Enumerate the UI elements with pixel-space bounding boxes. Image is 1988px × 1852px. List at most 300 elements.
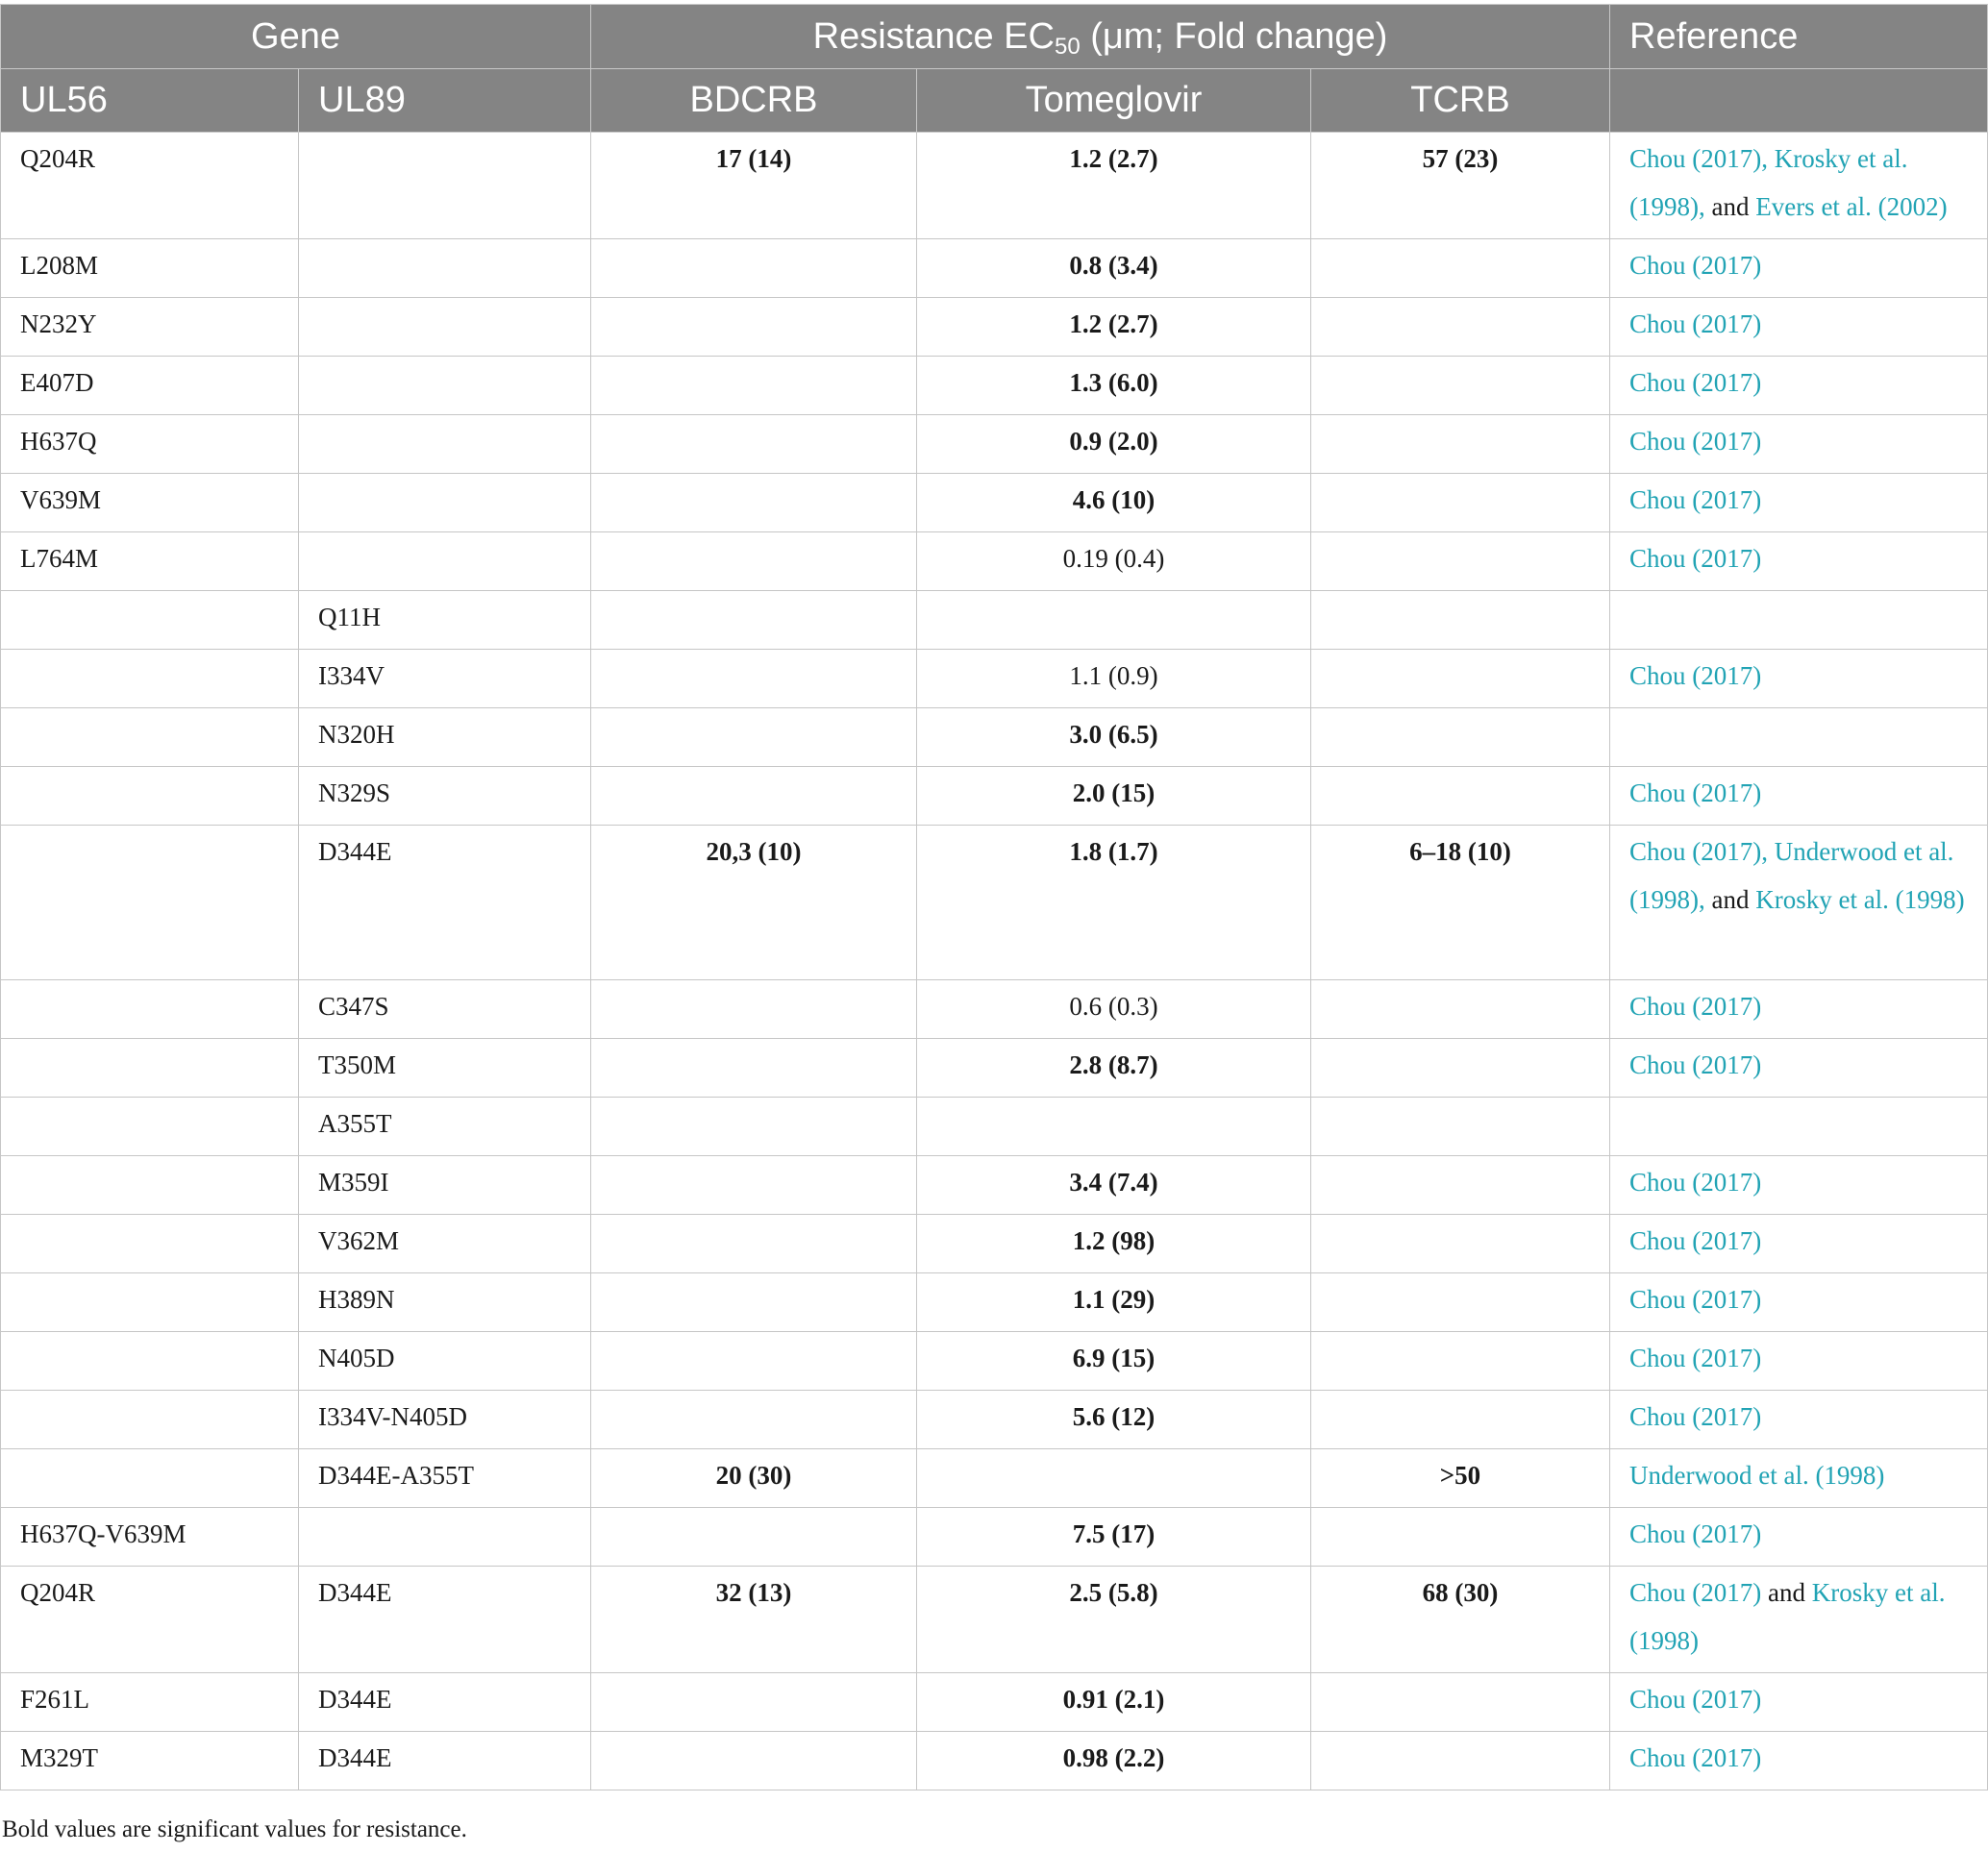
- cell-tomeglovir: [917, 415, 1311, 474]
- cell-ul56: [1, 532, 299, 591]
- table-row: [1, 1273, 1988, 1332]
- cell-tomeglovir: [917, 1567, 1311, 1673]
- reference-link[interactable]: Krosky et al. (1998): [1755, 885, 1965, 914]
- cell-ul56: [1, 1391, 299, 1449]
- cell-bdcrb: [591, 239, 917, 298]
- cell-reference: [1610, 357, 1988, 415]
- table-header: [1, 5, 1988, 133]
- header-row-sub: [1, 69, 1988, 133]
- cell-bdcrb: [591, 1098, 917, 1156]
- cell-ul56: [1, 1215, 299, 1273]
- table-row: [1, 415, 1988, 474]
- cell-reference: [1610, 474, 1988, 532]
- cell-tcrb: [1311, 1732, 1610, 1790]
- cell-reference-text: [1629, 1158, 1968, 1206]
- cell-bdcrb: [591, 826, 917, 980]
- cell-tcrb: [1311, 1039, 1610, 1098]
- reference-link[interactable]: Chou (2017), Krosky et al. (1998),: [1629, 144, 1908, 221]
- reference-link[interactable]: Chou (2017): [1629, 427, 1762, 456]
- cell-tomeglovir-text: 4.6 (10): [1072, 485, 1156, 514]
- cell-tcrb: [1311, 239, 1610, 298]
- header-resistance-suffix: (μm; Fold change): [1080, 15, 1388, 57]
- cell-reference: [1610, 415, 1988, 474]
- cell-ul89-text: H389N: [318, 1285, 395, 1314]
- cell-ul56: [1, 980, 299, 1039]
- cell-ul56: [1, 767, 299, 826]
- cell-reference: [1610, 133, 1988, 239]
- cell-tomeglovir: [917, 532, 1311, 591]
- cell-reference-text: [1629, 1275, 1968, 1323]
- reference-link[interactable]: Chou (2017): [1629, 661, 1762, 690]
- cell-ul89: [299, 133, 591, 239]
- table-row: [1, 1508, 1988, 1567]
- cell-ul56: [1, 1567, 299, 1673]
- cell-ul89: [299, 532, 591, 591]
- cell-tcrb: [1311, 1273, 1610, 1332]
- header-resistance: [591, 5, 1610, 69]
- reference-link[interactable]: Chou (2017): [1629, 1519, 1762, 1548]
- table-row: [1, 1732, 1988, 1790]
- cell-reference: [1610, 1215, 1988, 1273]
- cell-tomeglovir-text: 1.2 (2.7): [1069, 144, 1158, 173]
- cell-tomeglovir: [917, 1332, 1311, 1391]
- reference-link[interactable]: Chou (2017): [1629, 1344, 1762, 1372]
- cell-ul89-text: M359I: [318, 1168, 389, 1197]
- cell-bdcrb: [591, 1449, 917, 1508]
- cell-ul56: [1, 298, 299, 357]
- cell-tomeglovir: [917, 298, 1311, 357]
- cell-ul56: [1, 650, 299, 708]
- cell-ul56: [1, 1273, 299, 1332]
- cell-ul89: [299, 708, 591, 767]
- cell-tomeglovir-text: 0.8 (3.4): [1069, 251, 1158, 280]
- cell-tomeglovir-text: 1.3 (6.0): [1069, 368, 1158, 397]
- reference-link[interactable]: Krosky et al. (1998): [1629, 1578, 1946, 1655]
- table-row: [1, 1215, 1988, 1273]
- table-footnote: Bold values are significant values for resistance.: [2, 1816, 467, 1842]
- cell-reference: [1610, 1156, 1988, 1215]
- cell-reference-text: [1629, 417, 1968, 465]
- reference-link[interactable]: Chou (2017): [1629, 1050, 1762, 1079]
- cell-bdcrb: [591, 1391, 917, 1449]
- cell-ul89-text: D344E: [318, 837, 392, 866]
- cell-tomeglovir: [917, 1673, 1311, 1732]
- table-row: [1, 767, 1988, 826]
- table-row: [1, 298, 1988, 357]
- cell-reference-text: [1629, 358, 1968, 407]
- cell-bdcrb: [591, 1039, 917, 1098]
- resistance-table-container: [0, 4, 1987, 1790]
- cell-reference-text: [1629, 1334, 1968, 1382]
- cell-reference: [1610, 1273, 1988, 1332]
- cell-tomeglovir: [917, 1039, 1311, 1098]
- cell-ul89-text: C347S: [318, 992, 389, 1021]
- cell-bdcrb-text: 20,3 (10): [706, 837, 802, 866]
- cell-ul56: [1, 1156, 299, 1215]
- table-row: [1, 1332, 1988, 1391]
- cell-ul56: [1, 708, 299, 767]
- cell-tcrb: [1311, 767, 1610, 826]
- table-row: [1, 1391, 1988, 1449]
- cell-tomeglovir: [917, 826, 1311, 980]
- table-row: [1, 650, 1988, 708]
- cell-ul89-text: N320H: [318, 720, 395, 749]
- cell-reference-text: [1629, 1393, 1968, 1441]
- cell-ul89: [299, 1273, 591, 1332]
- reference-link[interactable]: Chou (2017), Underwood et al. (1998),: [1629, 837, 1954, 914]
- cell-tomeglovir: [917, 1215, 1311, 1273]
- cell-ul56: [1, 1508, 299, 1567]
- cell-tcrb: [1311, 1567, 1610, 1673]
- header-reference-blank: [1610, 69, 1988, 133]
- cell-tomeglovir-text: 0.6 (0.3): [1069, 992, 1158, 1021]
- table-row: [1, 1567, 1988, 1673]
- table-row: [1, 1098, 1988, 1156]
- cell-ul56-text: V639M: [20, 485, 102, 514]
- cell-bdcrb: [591, 474, 917, 532]
- cell-tcrb: [1311, 980, 1610, 1039]
- cell-ul89: [299, 415, 591, 474]
- cell-ul56-text: Q204R: [20, 144, 96, 173]
- cell-reference-text: [1629, 1510, 1968, 1558]
- cell-ul56-text: E407D: [20, 368, 94, 397]
- cell-tcrb: [1311, 708, 1610, 767]
- cell-reference-text: [1629, 1734, 1968, 1782]
- cell-ul89: [299, 1215, 591, 1273]
- cell-reference-text: [1629, 135, 1968, 231]
- cell-ul56-text: H637Q-V639M: [20, 1519, 186, 1548]
- cell-ul89: [299, 1567, 591, 1673]
- cell-reference-text: [1629, 534, 1968, 582]
- cell-tomeglovir-text: 1.2 (2.7): [1069, 309, 1158, 338]
- cell-bdcrb: [591, 1508, 917, 1567]
- cell-ul89: [299, 1673, 591, 1732]
- cell-tcrb: [1311, 1156, 1610, 1215]
- reference-link[interactable]: Chou (2017): [1629, 1685, 1762, 1714]
- reference-link[interactable]: Chou (2017): [1629, 778, 1762, 807]
- cell-tomeglovir: [917, 1508, 1311, 1567]
- header-gene: Gene: [1, 5, 591, 69]
- cell-ul56: [1, 826, 299, 980]
- cell-reference: [1610, 591, 1988, 650]
- header-row-top: [1, 5, 1988, 69]
- cell-ul89-text: N329S: [318, 778, 391, 807]
- cell-reference: [1610, 1332, 1988, 1391]
- cell-tomeglovir-text: 1.8 (1.7): [1069, 837, 1158, 866]
- cell-tomeglovir-text: 0.19 (0.4): [1062, 544, 1165, 573]
- cell-bdcrb: [591, 650, 917, 708]
- table-row: [1, 239, 1988, 298]
- table-row: [1, 1449, 1988, 1508]
- reference-link[interactable]: Chou (2017): [1629, 544, 1762, 573]
- cell-ul89: [299, 1732, 591, 1790]
- cell-reference-text: [1629, 1568, 1968, 1665]
- table-row: [1, 708, 1988, 767]
- table-row: [1, 1156, 1988, 1215]
- cell-tomeglovir-text: 3.0 (6.5): [1069, 720, 1158, 749]
- cell-ul89: [299, 767, 591, 826]
- cell-tomeglovir: [917, 239, 1311, 298]
- cell-ul56: [1, 133, 299, 239]
- cell-ul89-text: D344E: [318, 1685, 392, 1714]
- cell-tomeglovir: [917, 1156, 1311, 1215]
- cell-tcrb: [1311, 1508, 1610, 1567]
- reference-link[interactable]: Chou (2017): [1629, 992, 1762, 1021]
- cell-tcrb-text: 6–18 (10): [1409, 837, 1511, 866]
- header-bdcrb: BDCRB: [591, 69, 917, 133]
- table-row: [1, 1039, 1988, 1098]
- cell-ul89: [299, 650, 591, 708]
- cell-reference: [1610, 1567, 1988, 1673]
- cell-ul89-text: A355T: [318, 1109, 392, 1138]
- cell-ul89-text: N405D: [318, 1344, 395, 1372]
- cell-tomeglovir-text: 6.9 (15): [1072, 1344, 1156, 1372]
- cell-ul89-text: I334V: [318, 661, 385, 690]
- cell-ul56-text: L764M: [20, 544, 98, 573]
- cell-bdcrb: [591, 357, 917, 415]
- table-body: [1, 133, 1988, 1790]
- cell-ul56-text: F261L: [20, 1685, 90, 1714]
- cell-tcrb-text: >50: [1439, 1461, 1481, 1490]
- cell-ul56: [1, 1449, 299, 1508]
- cell-tomeglovir: [917, 980, 1311, 1039]
- table-row: [1, 133, 1988, 239]
- cell-ul56: [1, 1732, 299, 1790]
- cell-reference: [1610, 1449, 1988, 1508]
- cell-ul89-text: D344E: [318, 1578, 392, 1607]
- cell-tomeglovir-text: 2.5 (5.8): [1069, 1578, 1158, 1607]
- reference-link[interactable]: Evers et al. (2002): [1755, 192, 1948, 221]
- reference-link[interactable]: Chou (2017): [1629, 1168, 1762, 1197]
- cell-ul89-text: T350M: [318, 1050, 396, 1079]
- cell-ul89-text: D344E: [318, 1743, 392, 1772]
- cell-reference-text: [1629, 827, 1968, 924]
- cell-ul56-text: M329T: [20, 1743, 98, 1772]
- cell-tomeglovir-text: 1.2 (98): [1072, 1226, 1156, 1255]
- cell-reference: [1610, 239, 1988, 298]
- table-row: [1, 826, 1988, 980]
- cell-tomeglovir-text: 0.98 (2.2): [1062, 1743, 1165, 1772]
- table-row: [1, 591, 1988, 650]
- cell-reference: [1610, 767, 1988, 826]
- cell-bdcrb-text: 20 (30): [715, 1461, 792, 1490]
- cell-ul56: [1, 1673, 299, 1732]
- cell-tomeglovir: [917, 133, 1311, 239]
- cell-bdcrb: [591, 1732, 917, 1790]
- cell-ul89-text: Q11H: [318, 603, 381, 631]
- cell-tcrb: [1311, 1449, 1610, 1508]
- cell-ul89: [299, 980, 591, 1039]
- resistance-table: [0, 4, 1988, 1790]
- cell-ul89: [299, 474, 591, 532]
- cell-bdcrb: [591, 591, 917, 650]
- cell-reference: [1610, 826, 1988, 980]
- cell-tomeglovir-text: 5.6 (12): [1072, 1402, 1156, 1431]
- cell-reference: [1610, 650, 1988, 708]
- cell-tcrb: [1311, 474, 1610, 532]
- cell-tomeglovir-text: 1.1 (0.9): [1069, 661, 1158, 690]
- cell-tomeglovir: [917, 767, 1311, 826]
- cell-reference-text: [1629, 300, 1968, 348]
- cell-tomeglovir: [917, 357, 1311, 415]
- cell-reference: [1610, 298, 1988, 357]
- reference-link[interactable]: Chou (2017): [1629, 1402, 1762, 1431]
- cell-tcrb: [1311, 1391, 1610, 1449]
- cell-tcrb: [1311, 357, 1610, 415]
- cell-tomeglovir: [917, 1732, 1311, 1790]
- cell-reference: [1610, 708, 1988, 767]
- cell-reference-text: [1629, 1675, 1968, 1723]
- table-row: [1, 474, 1988, 532]
- cell-ul89: [299, 591, 591, 650]
- cell-tomeglovir-text: 1.1 (29): [1072, 1285, 1156, 1314]
- cell-bdcrb: [591, 1332, 917, 1391]
- cell-bdcrb-text: 17 (14): [715, 144, 792, 173]
- cell-tcrb: [1311, 591, 1610, 650]
- cell-ul56: [1, 1098, 299, 1156]
- cell-bdcrb: [591, 767, 917, 826]
- cell-tcrb: [1311, 298, 1610, 357]
- cell-tcrb-text: 57 (23): [1422, 144, 1499, 173]
- cell-tcrb: [1311, 1673, 1610, 1732]
- reference-link[interactable]: Chou (2017): [1629, 1743, 1762, 1772]
- cell-reference-text: [1629, 1451, 1968, 1499]
- cell-ul89: [299, 1449, 591, 1508]
- cell-ul56: [1, 474, 299, 532]
- cell-bdcrb-text: 32 (13): [715, 1578, 792, 1607]
- cell-tomeglovir-text: 2.0 (15): [1072, 778, 1156, 807]
- table-row: [1, 980, 1988, 1039]
- cell-reference: [1610, 1508, 1988, 1567]
- cell-reference: [1610, 532, 1988, 591]
- cell-ul56-text: Q204R: [20, 1578, 96, 1607]
- cell-ul89: [299, 1332, 591, 1391]
- cell-ul89: [299, 357, 591, 415]
- cell-reference: [1610, 980, 1988, 1039]
- cell-ul89: [299, 1391, 591, 1449]
- cell-tcrb: [1311, 133, 1610, 239]
- cell-ul89: [299, 1508, 591, 1567]
- table-row: [1, 532, 1988, 591]
- reference-link[interactable]: Chou (2017): [1629, 1226, 1762, 1255]
- cell-tomeglovir-text: 7.5 (17): [1072, 1519, 1156, 1548]
- cell-ul56: [1, 415, 299, 474]
- cell-reference: [1610, 1039, 1988, 1098]
- header-reference: Reference: [1610, 5, 1988, 69]
- cell-ul89-text: D344E-A355T: [318, 1461, 474, 1490]
- cell-tomeglovir: [917, 650, 1311, 708]
- header-tomeglovir: Tomeglovir: [917, 69, 1311, 133]
- cell-reference: [1610, 1391, 1988, 1449]
- table-row: [1, 357, 1988, 415]
- cell-reference: [1610, 1732, 1988, 1790]
- cell-tcrb: [1311, 826, 1610, 980]
- cell-ul56: [1, 239, 299, 298]
- reference-link[interactable]: Chou (2017): [1629, 309, 1762, 338]
- cell-reference-text: [1629, 769, 1968, 817]
- header-resistance-subscript: 50: [1054, 33, 1081, 60]
- cell-bdcrb: [591, 980, 917, 1039]
- cell-tomeglovir-text: 2.8 (8.7): [1069, 1050, 1158, 1079]
- cell-ul89: [299, 298, 591, 357]
- cell-ul56-text: H637Q: [20, 427, 97, 456]
- cell-tomeglovir: [917, 708, 1311, 767]
- cell-tcrb: [1311, 1332, 1610, 1391]
- cell-tomeglovir: [917, 474, 1311, 532]
- cell-tomeglovir: [917, 1273, 1311, 1332]
- cell-ul56: [1, 357, 299, 415]
- cell-tomeglovir: [917, 1391, 1311, 1449]
- cell-ul89: [299, 826, 591, 980]
- cell-ul89-text: V362M: [318, 1226, 400, 1255]
- cell-ul89: [299, 1039, 591, 1098]
- cell-ul89: [299, 1156, 591, 1215]
- header-resistance-prefix: Resistance EC: [812, 15, 1055, 57]
- cell-tcrb: [1311, 650, 1610, 708]
- reference-conjunction: and: [1761, 1578, 1812, 1607]
- reference-conjunction: and: [1704, 192, 1756, 221]
- header-tcrb: TCRB: [1311, 69, 1610, 133]
- cell-ul56: [1, 1039, 299, 1098]
- cell-bdcrb: [591, 1215, 917, 1273]
- header-ul89: UL89: [299, 69, 591, 133]
- cell-bdcrb: [591, 1567, 917, 1673]
- cell-bdcrb: [591, 1156, 917, 1215]
- cell-tcrb: [1311, 1215, 1610, 1273]
- cell-reference-text: [1629, 1217, 1968, 1265]
- cell-bdcrb: [591, 415, 917, 474]
- reference-link[interactable]: Chou (2017): [1629, 1578, 1762, 1607]
- reference-link[interactable]: Chou (2017): [1629, 251, 1762, 280]
- cell-bdcrb: [591, 133, 917, 239]
- cell-tomeglovir-text: 0.91 (2.1): [1062, 1685, 1165, 1714]
- cell-reference-text: [1629, 652, 1968, 700]
- cell-reference-text: [1629, 982, 1968, 1030]
- cell-ul56-text: L208M: [20, 251, 98, 280]
- reference-link[interactable]: Chou (2017): [1629, 1285, 1762, 1314]
- cell-tomeglovir: [917, 1449, 1311, 1508]
- cell-tcrb: [1311, 1098, 1610, 1156]
- cell-ul89: [299, 1098, 591, 1156]
- cell-reference: [1610, 1673, 1988, 1732]
- cell-reference: [1610, 1098, 1988, 1156]
- cell-tcrb: [1311, 415, 1610, 474]
- cell-bdcrb: [591, 1673, 917, 1732]
- reference-link[interactable]: Chou (2017): [1629, 485, 1762, 514]
- cell-reference-text: [1629, 476, 1968, 524]
- table-row: [1, 1673, 1988, 1732]
- header-ul56: UL56: [1, 69, 299, 133]
- reference-link[interactable]: Underwood et al. (1998): [1629, 1461, 1885, 1490]
- cell-bdcrb: [591, 708, 917, 767]
- cell-tomeglovir-text: 0.9 (2.0): [1069, 427, 1158, 456]
- cell-ul56: [1, 1332, 299, 1391]
- reference-link[interactable]: Chou (2017): [1629, 368, 1762, 397]
- cell-tomeglovir: [917, 1098, 1311, 1156]
- cell-bdcrb: [591, 532, 917, 591]
- cell-bdcrb: [591, 1273, 917, 1332]
- cell-ul56-text: N232Y: [20, 309, 97, 338]
- cell-tomeglovir-text: 3.4 (7.4): [1069, 1168, 1158, 1197]
- cell-ul89: [299, 239, 591, 298]
- cell-ul56: [1, 591, 299, 650]
- cell-reference-text: [1629, 1041, 1968, 1089]
- cell-ul89-text: I334V-N405D: [318, 1402, 467, 1431]
- cell-tcrb: [1311, 532, 1610, 591]
- cell-bdcrb: [591, 298, 917, 357]
- reference-conjunction: and: [1704, 885, 1756, 914]
- cell-tcrb-text: 68 (30): [1422, 1578, 1499, 1607]
